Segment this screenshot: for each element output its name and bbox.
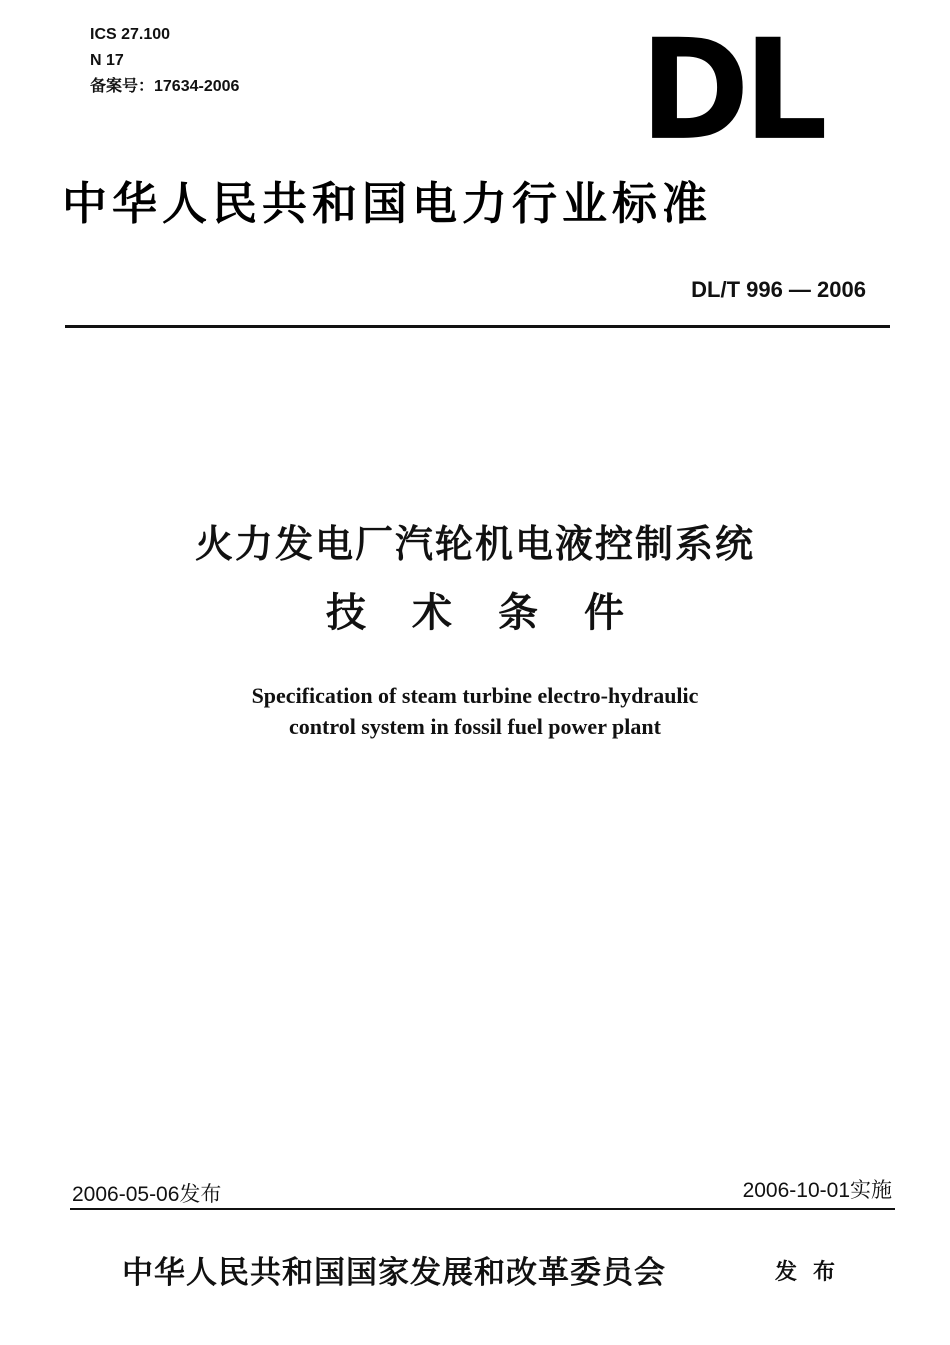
dl-logo — [640, 9, 840, 172]
chinese-title-line-2: 技术条件 — [326, 590, 670, 636]
bottom-divider — [70, 1208, 895, 1210]
english-title-line-2: control system in fossil fuel power plant — [289, 714, 661, 739]
filing-number: 备案号：17634-2006 — [90, 78, 240, 95]
publish-label: 发布 — [775, 1260, 852, 1285]
ics-code: ICS 27.100 — [90, 26, 171, 43]
effective-date: 2006-10-01实施 — [742, 1179, 892, 1202]
dl-logo-text: DL — [640, 9, 822, 172]
classification-block — [90, 22, 239, 100]
english-title — [0, 680, 950, 742]
top-divider — [65, 325, 890, 328]
classification-code: N 17 — [90, 52, 124, 69]
issue-date: 2006-05-06发布 — [72, 1183, 222, 1206]
document-number: DL/T 996 — 2006 — [691, 277, 866, 302]
chinese-title-line-1: 火力发电厂汽轮机电液控制系统 — [194, 522, 755, 566]
issuing-authority: 中华人民共和国国家发展和改革委员会 — [122, 1255, 666, 1291]
english-title-line-1: Specification of steam turbine electro-hydraulic — [251, 683, 699, 708]
industry-standard-title: 中华人民共和国电力行业标准 — [62, 177, 713, 230]
